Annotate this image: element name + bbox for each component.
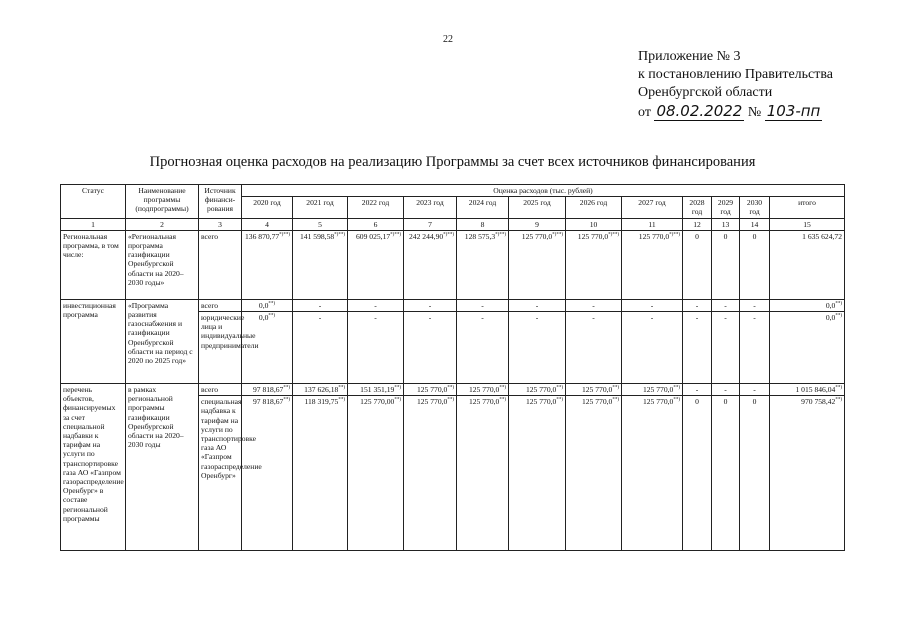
- footnote-mark: **): [338, 385, 345, 391]
- row-funding-source: юридические лица и индивидуальные предприниматели: [199, 312, 242, 384]
- header-year: 2025 год: [509, 197, 566, 218]
- value-cell: 0: [712, 230, 740, 299]
- header-year: 2021 год: [293, 197, 348, 218]
- value-cell: -: [404, 312, 457, 384]
- footnote-mark: **): [447, 397, 454, 403]
- value: 125 770,0: [521, 231, 553, 241]
- value-cell: -: [683, 384, 712, 396]
- column-number: 14: [740, 218, 770, 230]
- value: 125 770,0: [642, 385, 674, 395]
- appendix-block: [638, 48, 833, 122]
- table-row-regional-program: [61, 230, 845, 299]
- column-number: 3: [199, 218, 242, 230]
- document-title: Прогнозная оценка расходов на реализацию Программы за счет всех источников финансирования: [149, 154, 756, 170]
- value-cell: [509, 384, 566, 396]
- value: 1 015 846,04: [795, 385, 836, 395]
- footnote-mark: **): [268, 301, 276, 307]
- value-cell: -: [712, 312, 740, 384]
- table-row-investment-total: [61, 299, 845, 311]
- header-year: 2030 год: [740, 197, 770, 218]
- column-number-row: [61, 218, 845, 230]
- value-cell: [457, 230, 509, 299]
- appendix-from: от: [638, 105, 651, 120]
- value-cell: [509, 230, 566, 299]
- value-cell: [404, 384, 457, 396]
- value-cell: -: [683, 312, 712, 384]
- appendix-title: Приложение № 3: [638, 49, 741, 64]
- value-cell: -: [740, 312, 770, 384]
- appendix-number-sign: №: [747, 105, 762, 120]
- value-cell: [404, 230, 457, 299]
- value-cell: [566, 396, 622, 551]
- table-row-objects-total: [61, 384, 845, 396]
- value-cell: -: [566, 312, 622, 384]
- row-status: Региональная программа, в том числе:: [61, 230, 126, 299]
- value-cell: [622, 384, 683, 396]
- footnote-mark: *)**): [279, 232, 290, 238]
- value: 125 770,0: [416, 397, 448, 407]
- value: 125 770,0: [525, 397, 557, 407]
- value-cell: [293, 384, 348, 396]
- value-cell: [566, 384, 622, 396]
- total-cell: [770, 384, 845, 396]
- total-cell: [770, 396, 845, 551]
- value-cell: [622, 396, 683, 551]
- value-cell: -: [712, 299, 740, 311]
- appendix-line-region: Оренбургской области: [638, 85, 773, 100]
- value-cell: [242, 230, 293, 299]
- header-year: 2024 год: [457, 197, 509, 218]
- value: 118 319,75: [304, 397, 339, 407]
- value-cell: [348, 384, 404, 396]
- footnote-mark: *)**): [669, 232, 680, 238]
- column-number: 4: [242, 218, 293, 230]
- footnote-mark: *)**): [495, 232, 506, 238]
- header-total: итого: [770, 197, 845, 218]
- value: 141 598,58: [299, 231, 335, 241]
- value: 609 025,17: [355, 231, 391, 241]
- footnote-mark: **): [283, 385, 290, 391]
- value-cell: 0: [683, 396, 712, 551]
- value: 0,0: [825, 300, 836, 310]
- footnote-mark: **): [283, 397, 290, 403]
- value-cell: -: [622, 312, 683, 384]
- row-funding-source: всего: [199, 230, 242, 299]
- column-number: 5: [293, 218, 348, 230]
- row-funding-source: всего: [199, 384, 242, 396]
- value-cell: [293, 230, 348, 299]
- footnote-mark: **): [394, 397, 401, 403]
- total-cell: [770, 299, 845, 311]
- total-cell: 1 635 624,72: [770, 230, 845, 299]
- value: 0,0: [825, 313, 836, 323]
- header-expense-estimate: Оценка расходов (тыс. рублей): [242, 185, 845, 197]
- value: 125 770,0: [468, 397, 500, 407]
- value-cell: [348, 396, 404, 551]
- header-year: 2029 год: [712, 197, 740, 218]
- value-cell: -: [509, 299, 566, 311]
- value: 125 770,0: [577, 231, 609, 241]
- footnote-mark: **): [499, 385, 506, 391]
- value: 137 626,18: [304, 385, 339, 395]
- value-cell: -: [566, 299, 622, 311]
- column-number: 1: [61, 218, 126, 230]
- value-cell: -: [740, 384, 770, 396]
- value-cell: -: [404, 299, 457, 311]
- value-cell: -: [509, 312, 566, 384]
- value: 97 818,67: [252, 385, 284, 395]
- column-number: 9: [509, 218, 566, 230]
- header-year: 2020 год: [242, 197, 293, 218]
- value-cell: -: [348, 299, 404, 311]
- value-cell: 0: [683, 230, 712, 299]
- value-cell: [509, 396, 566, 551]
- header-year: 2028 год: [683, 197, 712, 218]
- value-cell: [404, 396, 457, 551]
- value-cell: [457, 384, 509, 396]
- appendix-number: 103-пп: [766, 102, 821, 120]
- header-year: 2022 год: [348, 197, 404, 218]
- footnote-mark: **): [673, 397, 680, 403]
- value-cell: -: [293, 312, 348, 384]
- footnote-mark: *)**): [443, 232, 454, 238]
- value-cell: -: [457, 299, 509, 311]
- value: 128 575,3: [464, 231, 496, 241]
- footnote-mark: *)**): [552, 232, 563, 238]
- value: 125 770,0: [525, 385, 557, 395]
- footnote-mark: **): [447, 385, 454, 391]
- value: 970 758,42: [801, 397, 836, 407]
- footnote-mark: **): [556, 385, 563, 391]
- appendix-date-line: [638, 102, 833, 122]
- value-cell: [293, 396, 348, 551]
- column-number: 6: [348, 218, 404, 230]
- column-number: 12: [683, 218, 712, 230]
- appendix-line-decree: к постановлению Правительства: [638, 67, 834, 82]
- value-cell: -: [348, 312, 404, 384]
- header-funding-source: Источник финанси-рования: [199, 185, 242, 219]
- value: 97 818,67: [252, 397, 284, 407]
- value: 0,0: [258, 300, 269, 310]
- footnote-mark: **): [268, 313, 276, 319]
- value-cell: -: [457, 312, 509, 384]
- value-cell: 0: [740, 396, 770, 551]
- value-cell: -: [293, 299, 348, 311]
- column-number: 15: [770, 218, 845, 230]
- value: 125 770,0: [416, 385, 448, 395]
- footnote-mark: **): [556, 397, 563, 403]
- value-cell: [348, 230, 404, 299]
- value: 125 770,00: [360, 397, 395, 407]
- footnote-mark: *)**): [390, 232, 401, 238]
- value-cell: -: [683, 299, 712, 311]
- footnote-mark: **): [394, 385, 401, 391]
- header-year: 2026 год: [566, 197, 622, 218]
- header-program-name: Наименование программы (подпрограммы): [126, 185, 199, 219]
- row-status: перечень объектов, финансируемых за счет специальной надбавки к тарифам на услуги по транспортировке газа АО «Газпром газораспределение Оренбург» в составе региональной программы: [61, 384, 126, 551]
- value: 0,0: [258, 313, 269, 323]
- footnote-mark: **): [835, 301, 842, 307]
- footnote-mark: *)**): [334, 232, 345, 238]
- row-program-name: в рамках региональной программы газификации Оренбургской области на 2020–2030 годы: [126, 384, 199, 551]
- value-cell: [566, 230, 622, 299]
- total-cell: [770, 312, 845, 384]
- footnote-mark: **): [835, 385, 842, 391]
- row-program-name: «Программа развития газоснабжения и газификации Оренбургской области на период с 2020 по 2025 год»: [126, 299, 199, 383]
- footnote-mark: **): [612, 397, 619, 403]
- row-funding-source: всего: [199, 299, 242, 311]
- column-number: 11: [622, 218, 683, 230]
- value: 125 770,0: [581, 385, 613, 395]
- appendix-date: 08.02.2022: [656, 102, 743, 120]
- value-cell: -: [712, 384, 740, 396]
- value: 242 244,90: [408, 231, 444, 241]
- value-cell: [457, 396, 509, 551]
- column-number: 2: [126, 218, 199, 230]
- header-status: Статус: [61, 185, 126, 219]
- header-year: 2023 год: [404, 197, 457, 218]
- column-number: 7: [404, 218, 457, 230]
- value: 125 770,0: [581, 397, 613, 407]
- footnote-mark: **): [673, 385, 680, 391]
- value-cell: 0: [740, 230, 770, 299]
- footnote-mark: *)**): [608, 232, 619, 238]
- footnote-mark: **): [835, 313, 842, 319]
- value: 136 870,77: [244, 231, 280, 241]
- value: 125 770,0: [468, 385, 500, 395]
- value-cell: [622, 230, 683, 299]
- header-year: 2027 год: [622, 197, 683, 218]
- footnote-mark: **): [338, 397, 345, 403]
- value-cell: -: [740, 299, 770, 311]
- value-cell: 0: [712, 396, 740, 551]
- value-cell: [242, 299, 293, 311]
- row-funding-source: специальная надбавка к тарифам на услуги по транспортировке газа АО «Газпром газораспределение Оренбург»: [199, 396, 242, 551]
- value: 151 351,19: [360, 385, 395, 395]
- value: 125 770,0: [642, 397, 674, 407]
- column-number: 10: [566, 218, 622, 230]
- value-cell: -: [622, 299, 683, 311]
- footnote-mark: **): [612, 385, 619, 391]
- value-cell: [242, 384, 293, 396]
- footnote-mark: **): [499, 397, 506, 403]
- column-number: 13: [712, 218, 740, 230]
- value-cell: [242, 396, 293, 551]
- row-program-name: «Региональная программа газификации Оренбургской области на 2020–2030 годы»: [126, 230, 199, 299]
- footnote-mark: **): [835, 397, 842, 403]
- row-status: инвестиционная программа: [61, 299, 126, 383]
- expense-table: [60, 184, 845, 551]
- page-number: 22: [443, 34, 453, 45]
- column-number: 8: [457, 218, 509, 230]
- value: 125 770,0: [638, 231, 670, 241]
